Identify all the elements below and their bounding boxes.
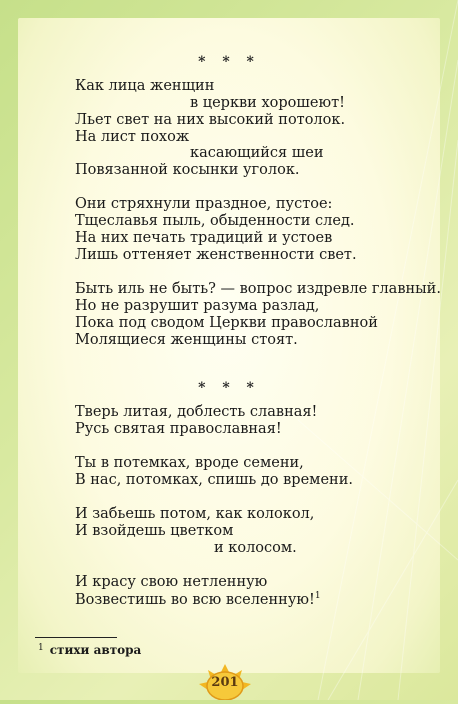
poem1-line: Молящиеся женщины стоят. xyxy=(75,332,298,348)
poem1-line: Льет свет на них высокий потолок. xyxy=(75,112,346,128)
poem1-line: На лист похож xyxy=(75,129,190,145)
footnote-rule xyxy=(35,637,117,638)
footnote-text: стихи автора xyxy=(49,643,142,657)
poem1-stars: * * * xyxy=(198,54,260,70)
page-number: 201 xyxy=(211,675,239,690)
poem1-line: Повязанной косынки уголок. xyxy=(75,162,300,178)
poem2-line: И красу свою нетленную xyxy=(75,574,268,590)
poem1-line: На них печать традиций и устоев xyxy=(75,230,333,246)
poem2-line: Ты в потемках, вроде семени, xyxy=(75,455,304,471)
poem1-line: Тщеславья пыль, обыденности след. xyxy=(75,213,355,229)
poem2-line: и колосом. xyxy=(214,540,297,556)
poem2-line: В нас, потомках, спишь до времени. xyxy=(75,472,353,488)
poem2-stars: * * * xyxy=(198,380,260,396)
page-number-badge xyxy=(196,662,254,700)
footnote xyxy=(38,643,141,657)
poem2-line: Тверь литая, доблесть славная! xyxy=(75,404,318,420)
poem1-line: Но не разрушит разума разлад, xyxy=(75,298,320,314)
poem2-line-with-ref xyxy=(75,591,321,608)
poem1-line: Быть иль не быть? — вопрос издревле главный. xyxy=(75,281,441,297)
poem2-line: И забьешь потом, как колокол, xyxy=(75,506,315,522)
poem2-line: Возвестишь во всю вселенную! xyxy=(75,592,315,608)
footnote-number: 1 xyxy=(38,643,44,653)
poem1-line: касающийся шеи xyxy=(190,145,324,161)
poem1-line: Пока под сводом Церкви православной xyxy=(75,315,378,331)
poem2-line: И взойдешь цветком xyxy=(75,523,234,539)
footnote-ref: 1 xyxy=(314,591,321,601)
poem1-line: в церкви хорошеют! xyxy=(190,95,345,111)
poem1-line: Они стряхнули праздное, пустое: xyxy=(75,196,333,212)
poem1-line: Как лица женщин xyxy=(75,78,215,94)
poem1-line: Лишь оттеняет женственности свет. xyxy=(75,247,357,263)
poem2-line: Русь святая православная! xyxy=(75,421,282,437)
